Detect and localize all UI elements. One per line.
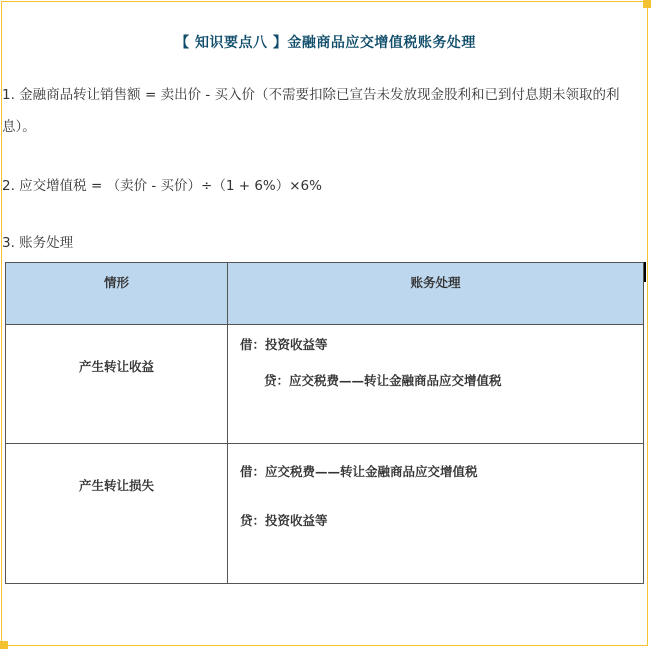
text-cursor xyxy=(644,262,646,282)
header-situation: 情形 xyxy=(6,263,228,325)
situation-cell: 产生转让收益 xyxy=(6,325,228,444)
table-row xyxy=(6,444,644,584)
frame-corner-bottom-left xyxy=(0,641,8,649)
debit-entry: 借：投资收益等 xyxy=(240,337,328,352)
table-header-row xyxy=(6,263,644,325)
entry-cell xyxy=(228,325,644,444)
debit-entry: 借：应交税费——转让金融商品应交增值税 xyxy=(240,464,478,479)
entry-cell xyxy=(228,444,644,584)
point-1-text: 1. 金融商品转让销售额 = 卖出价 - 买入价（不需要扣除已宣告未发放现金股利和已到付息期未领取的利息）。 xyxy=(2,87,620,135)
situation-cell: 产生转让损失 xyxy=(6,444,228,584)
point-3-text: 3. 账务处理 xyxy=(2,235,74,251)
table-row xyxy=(6,325,644,444)
credit-entry: 贷：应交税费——转让金融商品应交增值税 xyxy=(264,373,502,388)
page-title: 【 知识要点八 】金融商品应交增值税账务处理 xyxy=(175,35,476,51)
frame-corner-top-right xyxy=(643,0,651,8)
accounting-table xyxy=(5,262,644,584)
header-accounting: 账务处理 xyxy=(228,263,644,325)
credit-entry: 贷：投资收益等 xyxy=(240,513,328,528)
point-2-text: 2. 应交增值税 = （卖价 - 买价）÷（1 + 6%）×6% xyxy=(2,178,322,194)
